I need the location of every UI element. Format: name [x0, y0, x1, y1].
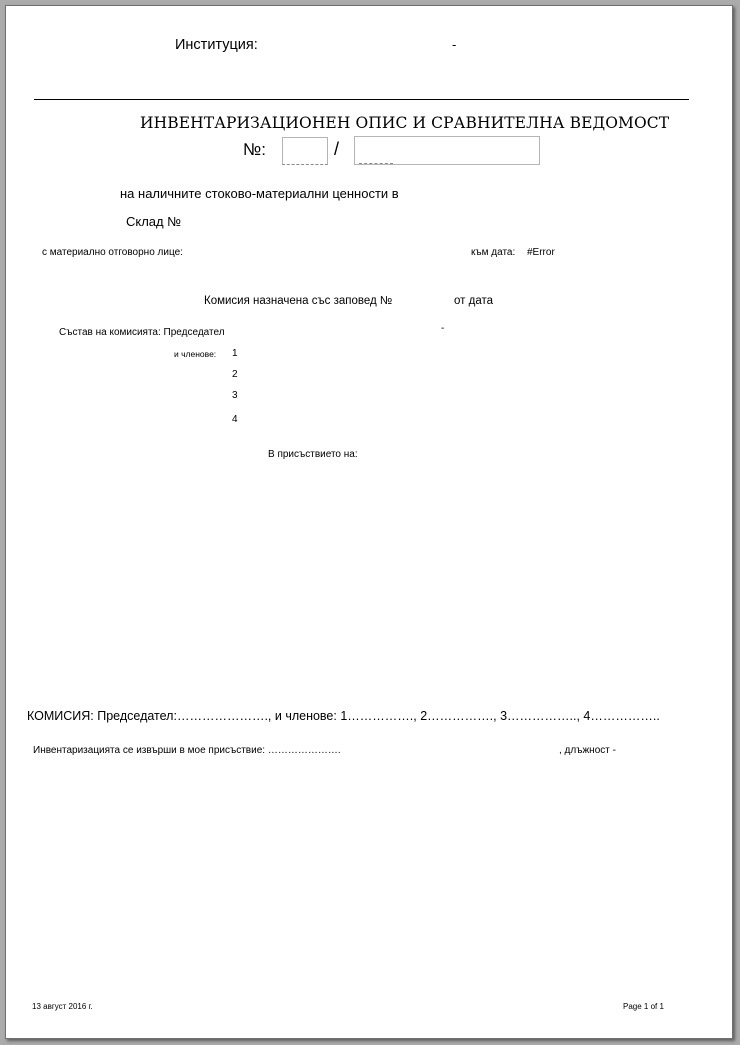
commission-order-date-label: от дата — [454, 295, 493, 307]
member-number-3: 3 — [232, 390, 238, 401]
footer-date: 13 август 2016 г. — [32, 1002, 93, 1011]
number-label: №: — [243, 140, 266, 159]
footer-page-number: Page 1 of 1 — [623, 1002, 664, 1011]
number-separator: / — [334, 139, 340, 159]
number-field-2-underline — [359, 163, 393, 164]
subtitle-text: на наличните стоково-материални ценности в — [120, 186, 399, 201]
number-field-2[interactable] — [354, 136, 540, 165]
position-line: , длъжност - — [559, 745, 616, 756]
document-page — [5, 5, 733, 1039]
chair-value: - — [441, 323, 445, 334]
header-divider — [34, 99, 689, 100]
commission-signature-line: КОМИСИЯ: Председател:…………………., и членове: 1……………., 2……………., 3…………….., 4…………….. — [27, 709, 660, 723]
date-label: към дата: — [471, 247, 516, 258]
members-label: и членове: — [174, 349, 217, 359]
document-title: ИНВЕНТАРИЗАЦИОНЕН ОПИС И СРАВНИТЕЛНА ВЕДОМОСТ — [140, 114, 670, 132]
institution-value: - — [452, 37, 457, 52]
date-value: #Error — [527, 247, 555, 258]
member-number-2: 2 — [232, 369, 238, 380]
institution-label: Институция: — [175, 37, 258, 53]
member-number-4: 4 — [232, 414, 238, 425]
commission-composition-label: Състав на комисията: Председател — [59, 327, 225, 338]
warehouse-label: Склад № — [126, 214, 182, 229]
member-number-1: 1 — [232, 348, 238, 359]
commission-order-label: Комисия назначена със заповед № — [204, 295, 393, 307]
responsible-person-label: с материално отговорно лице: — [42, 247, 183, 258]
presence-signature-line: Инвентаризацията се извърши в мое присъствие: …………………. — [33, 745, 341, 756]
presence-label: В присъствието на: — [268, 449, 358, 460]
number-field-1[interactable] — [282, 137, 328, 165]
